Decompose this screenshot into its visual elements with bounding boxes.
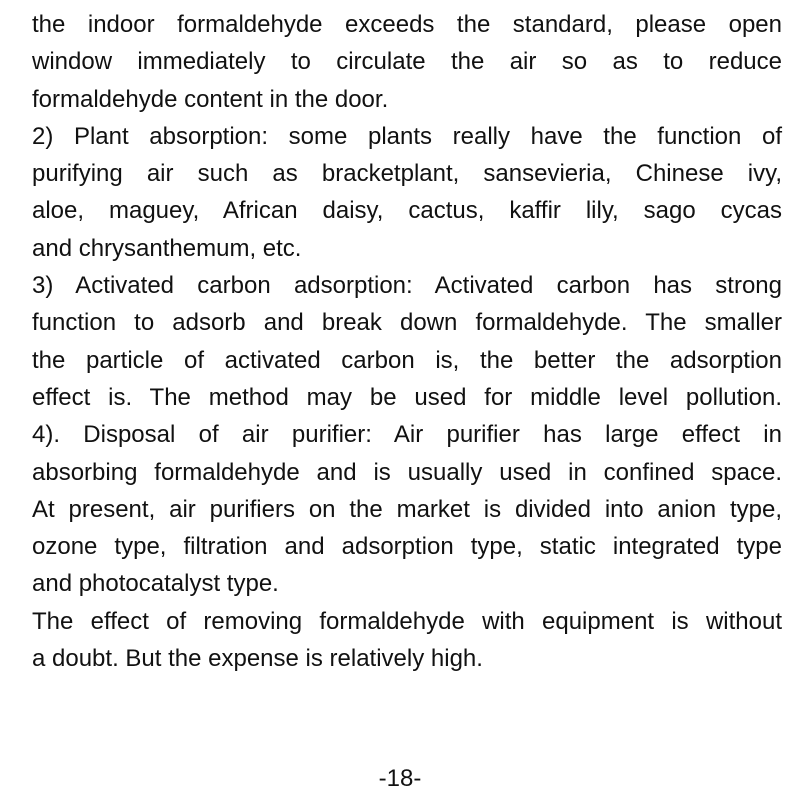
text-line: 3) Activated carbon adsorption: Activated carbon has strong	[32, 272, 782, 300]
text-line: formaldehyde content in the door.	[32, 85, 389, 113]
page-number: -18-	[378, 765, 422, 792]
body-text	[32, 6, 782, 677]
text-line: the particle of activated carbon is, the better the adsorption	[32, 346, 782, 374]
text-line: ozone type, filtration and adsorption type, static integrated type	[32, 533, 782, 561]
text-line: and chrysanthemum, etc.	[32, 234, 302, 262]
text-line: and photocatalyst type.	[32, 570, 279, 598]
text-line: effect is. The method may be used for middle level pollution.	[32, 383, 782, 411]
text-line: 4). Disposal of air purifier: Air purifier has large effect in	[32, 421, 782, 449]
text-line: purifying air such as bracketplant, sansevieria, Chinese ivy,	[32, 160, 782, 188]
text-line: the indoor formaldehyde exceeds the standard, please open	[32, 11, 782, 38]
text-line: window immediately to circulate the air so as to reduce	[32, 48, 782, 76]
text-line: a doubt. But the expense is relatively high.	[32, 645, 483, 673]
text-line: At present, air purifiers on the market is divided into anion type,	[32, 495, 782, 523]
text-line: absorbing formaldehyde and is usually used in confined space.	[32, 458, 782, 486]
text-line: The effect of removing formaldehyde with equipment is without	[32, 607, 782, 635]
text-line: 2) Plant absorption: some plants really have the function of	[32, 122, 782, 150]
text-line: aloe, maguey, African daisy, cactus, kaffir lily, sago cycas	[32, 197, 782, 225]
text-line: function to adsorb and break down formaldehyde. The smaller	[32, 309, 782, 337]
